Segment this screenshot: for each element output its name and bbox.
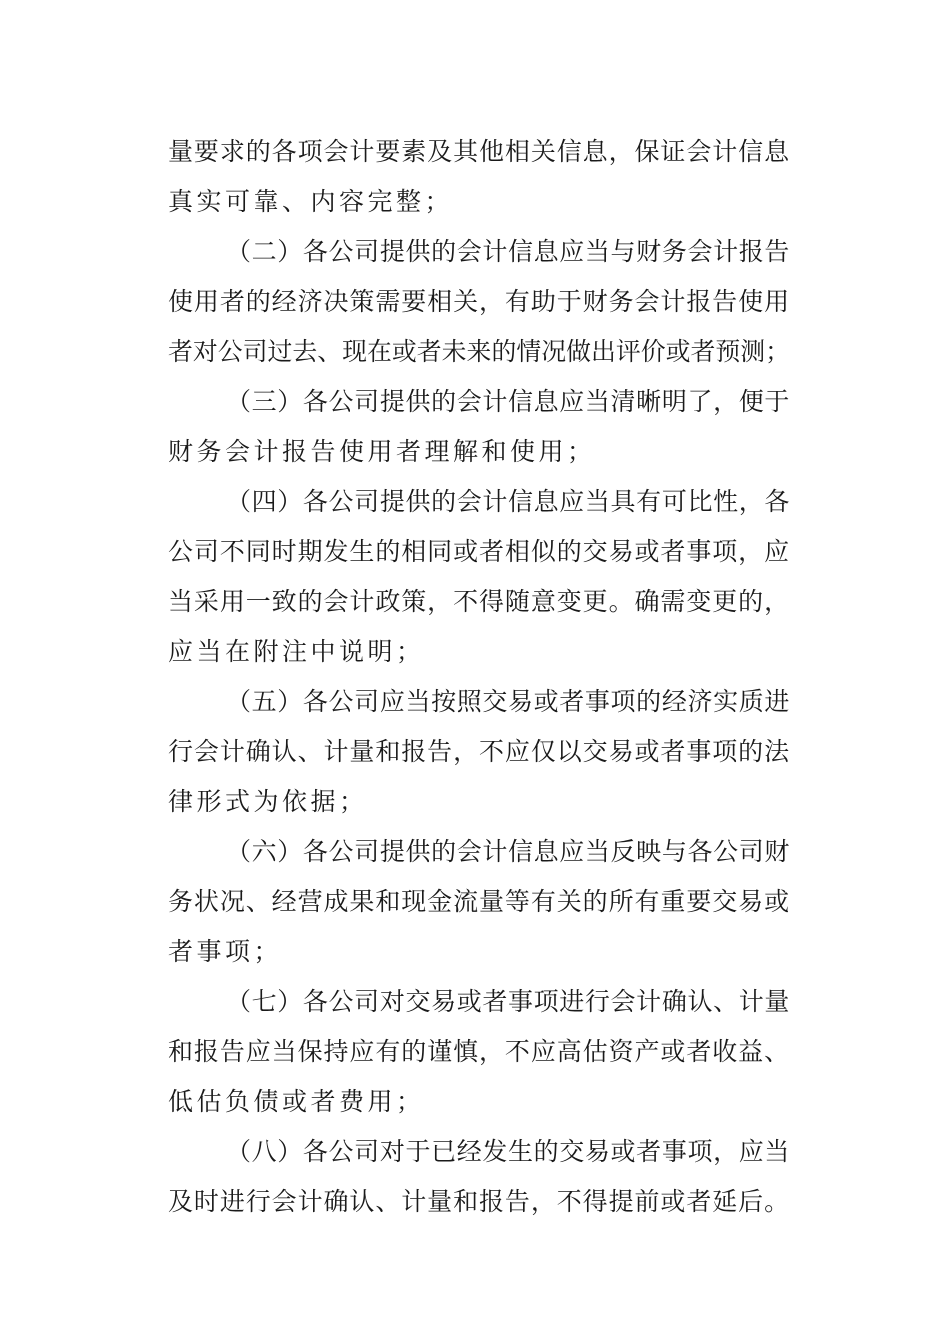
text-line: （四）各公司提供的会计信息应当具有可比性，各 (226, 487, 791, 516)
text-line: 和报告应当保持应有的谨慎，不应高估资产或者收益、 (168, 1037, 791, 1066)
text-line: （六）各公司提供的会计信息应当反映与各公司财 (226, 837, 791, 866)
text-line: （八）各公司对于已经发生的交易或者事项，应当 (226, 1137, 791, 1166)
text-line: 当采用一致的会计政策，不得随意变更。确需变更的， (168, 587, 791, 616)
text-line: 低估负债或者费用； (168, 1087, 425, 1116)
text-line: 公司不同时期发生的相同或者相似的交易或者事项，应 (168, 537, 791, 566)
text-line: （五）各公司应当按照交易或者事项的经济实质进 (226, 687, 791, 716)
text-line: （三）各公司提供的会计信息应当清晰明了，便于 (226, 387, 791, 416)
text-line: 使用者的经济决策需要相关，有助于财务会计报告使用 (168, 287, 791, 316)
text-line: 真实可靠、内容完整； (168, 187, 454, 216)
text-line: 财务会计报告使用者理解和使用； (168, 437, 596, 466)
text-line: 者事项； (168, 937, 283, 966)
text-line: 者对公司过去、现在或者未来的情况做出评价或者预测； (168, 337, 791, 366)
text-line: 行会计确认、计量和报告，不应仅以交易或者事项的法 (168, 737, 791, 766)
text-line: 务状况、经营成果和现金流量等有关的所有重要交易或 (168, 887, 791, 916)
text-line: 量要求的各项会计要素及其他相关信息，保证会计信息 (168, 137, 791, 166)
text-line: 及时进行会计确认、计量和报告，不得提前或者延后。 (168, 1187, 791, 1216)
text-line: 应当在附注中说明； (168, 637, 425, 666)
text-line: （七）各公司对交易或者事项进行会计确认、计量 (226, 987, 791, 1016)
text-line: 律形式为依据； (168, 787, 368, 816)
text-line: （二）各公司提供的会计信息应当与财务会计报告 (226, 237, 791, 266)
